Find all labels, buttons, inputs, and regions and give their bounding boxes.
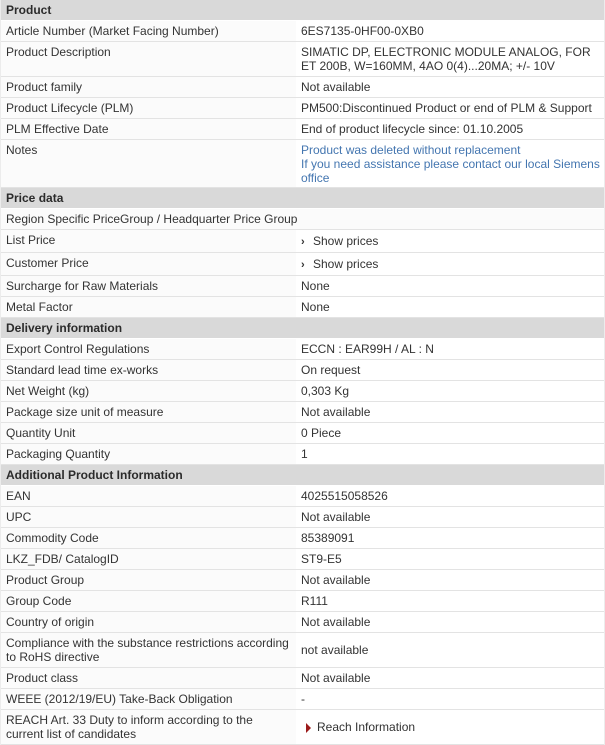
row-rohs-compliance [1,633,604,668]
row-notes [1,140,604,188]
row-article-number [1,21,604,42]
row-value: None [301,279,330,293]
section-header-price: Price data [1,188,604,209]
row-label: Quantity Unit [1,423,296,443]
row-label: Metal Factor [1,297,296,317]
row-label: REACH Art. 33 Duty to inform according to the current list of candidates [1,710,296,744]
row-plm-effective-date [1,119,604,140]
row-product-family [1,77,604,98]
row-label: UPC [1,507,296,527]
row-label: Surcharge for Raw Materials [1,276,296,296]
row-value: 4025515058526 [301,489,388,503]
show-prices-link[interactable]: Show prices [313,257,379,271]
row-value: 1 [301,447,308,461]
row-reach [1,710,604,745]
row-value: not available [301,643,369,657]
row-value: On request [301,363,361,377]
row-value: End of product lifecycle since: 01.10.2005 [301,122,524,136]
row-country-of-origin [1,612,604,633]
row-value: Not available [301,615,371,629]
row-ean [1,486,604,507]
row-value: 85389091 [301,531,355,545]
row-value: R111 [301,594,328,608]
row-label: Notes [1,140,296,187]
notes-value [296,140,604,187]
reach-information-link[interactable]: Reach Information [317,720,416,734]
row-label: Region Specific PriceGroup / Headquarter Price Group [1,209,604,229]
row-catalog-id [1,549,604,570]
row-label: Product class [1,668,296,688]
row-label: Net Weight (kg) [1,381,296,401]
row-value: SIMATIC DP, ELECTRONIC MODULE ANALOG, FOR ET 200B, W=160MM, 4AO 0(4)...20MA; +/- 10V [301,45,591,73]
chevron-right-icon: › [301,236,305,248]
row-product-group [1,570,604,591]
row-value: Not available [301,671,371,685]
row-group-code [1,591,604,612]
row-value: ECCN : EAR99H / AL : N [301,342,434,356]
row-customer-price [1,253,604,276]
row-product-lifecycle [1,98,604,119]
row-product-class [1,668,604,689]
row-package-size [1,402,604,423]
row-label: Export Control Regulations [1,339,296,359]
row-region-price-group [1,209,604,230]
row-quantity-unit [1,423,604,444]
row-label: PLM Effective Date [1,119,296,139]
row-export-control [1,339,604,360]
row-net-weight [1,381,604,402]
row-packaging-quantity [1,444,604,465]
row-metal-factor [1,297,604,318]
row-label: Standard lead time ex-works [1,360,296,380]
chevron-right-icon: › [301,259,305,271]
row-upc [1,507,604,528]
row-value: - [301,692,305,706]
row-label: Group Code [1,591,296,611]
row-list-price [1,230,604,253]
row-value: ST9-E5 [301,552,342,566]
section-header-additional: Additional Product Information [1,465,604,486]
row-label: Commodity Code [1,528,296,548]
row-label: Product Group [1,570,296,590]
triangle-right-icon [306,723,311,733]
row-label: Product family [1,77,296,97]
row-label: Article Number (Market Facing Number) [1,21,296,41]
row-label: Country of origin [1,612,296,632]
row-value: Not available [301,573,371,587]
reach-information-action[interactable] [296,710,604,744]
row-value: None [301,300,330,314]
show-prices-link[interactable]: Show prices [313,234,379,248]
row-label: Packaging Quantity [1,444,296,464]
customer-price-show-prices[interactable] [296,253,604,275]
row-value: 0,303 Kg [301,384,350,398]
row-label: Product Lifecycle (PLM) [1,98,296,118]
row-product-description [1,42,604,77]
row-lead-time [1,360,604,381]
row-surcharge [1,276,604,297]
row-value: 6ES7135-0HF00-0XB0 [301,24,424,38]
row-weee [1,689,604,710]
section-header-delivery: Delivery information [1,318,604,339]
list-price-show-prices[interactable] [296,230,604,252]
row-commodity-code [1,528,604,549]
row-label: WEEE (2012/19/EU) Take-Back Obligation [1,689,296,709]
row-label: Customer Price [1,253,296,275]
row-value: 0 Piece [301,426,342,440]
row-label: List Price [1,230,296,252]
notes-contact-link[interactable]: If you need assistance please contact our local Siemens office [301,157,600,185]
row-label: Product Description [1,42,296,76]
row-value: Not available [301,80,371,94]
row-label: Compliance with the substance restrictions according to RoHS directive [1,633,296,667]
notes-deleted-link[interactable]: Product was deleted without replacement [301,143,521,157]
row-label: EAN [1,486,296,506]
row-value: Not available [301,405,371,419]
row-value: Not available [301,510,371,524]
row-label: Package size unit of measure [1,402,296,422]
row-value: PM500:Discontinued Product or end of PLM & Support [301,101,592,115]
section-header-product: Product [1,0,604,21]
row-label: LKZ_FDB/ CatalogID [1,549,296,569]
